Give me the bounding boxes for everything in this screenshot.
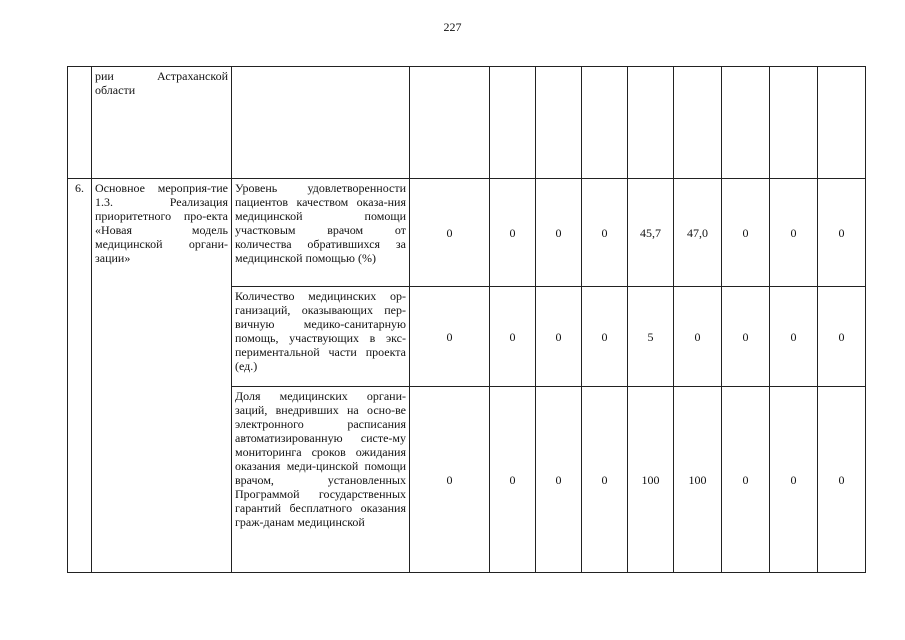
value-cell: 0 <box>722 179 770 287</box>
row-number-cell: 6. <box>68 179 92 573</box>
value-cell: 0 <box>490 179 536 287</box>
value-cell: 0 <box>818 179 866 287</box>
indicators-table <box>67 66 866 573</box>
value-cell: 45,7 <box>628 179 674 287</box>
value-cell <box>818 67 866 179</box>
value-cell: 0 <box>818 287 866 387</box>
value-cell: 0 <box>490 387 536 573</box>
value-cell: 0 <box>410 387 490 573</box>
value-cell: 0 <box>410 179 490 287</box>
value-cell: 0 <box>770 179 818 287</box>
value-cell: 47,0 <box>674 179 722 287</box>
value-cell: 5 <box>628 287 674 387</box>
table-row-6-indicator-1 <box>68 179 866 287</box>
value-cell: 0 <box>770 387 818 573</box>
value-cell: 0 <box>818 387 866 573</box>
value-cell <box>674 67 722 179</box>
page-number: 227 <box>443 20 462 34</box>
activity-cell: Основное мероприя-тие 1.3. Реализация приоритетного про-екта «Новая модель медицинской органи-зации» <box>92 179 232 573</box>
value-cell: 0 <box>536 287 582 387</box>
value-cell <box>490 67 536 179</box>
value-cell: 0 <box>582 287 628 387</box>
value-cell: 0 <box>770 287 818 387</box>
value-cell <box>536 67 582 179</box>
value-cell <box>722 67 770 179</box>
value-cell: 100 <box>674 387 722 573</box>
row-number-cell <box>68 67 92 179</box>
value-cell <box>582 67 628 179</box>
table-row-continuation <box>68 67 866 179</box>
value-cell: 0 <box>582 387 628 573</box>
value-cell: 0 <box>490 287 536 387</box>
value-cell: 100 <box>628 387 674 573</box>
value-cell: 0 <box>722 287 770 387</box>
indicator-cell: Уровень удовлетворенности пациентов качеством оказа-ния медицинской помощи участковым врачом от количества обратившихся за медицинской помощью (%) <box>232 179 410 287</box>
value-cell <box>770 67 818 179</box>
value-cell: 0 <box>722 387 770 573</box>
value-cell: 0 <box>536 179 582 287</box>
activity-cell: рии Астраханской области <box>92 67 232 179</box>
value-cell: 0 <box>582 179 628 287</box>
indicator-cell: Доля медицинских органи-заций, внедривших на осно-ве электронного расписания автоматизированную систе-му мониторинга сроков ожидания оказания меди-цинской помощи врачом, установленных Программой государственных гарантий бесплатного оказания граж-данам медицинской <box>232 387 410 573</box>
indicator-cell: Количество медицинских ор-ганизаций, оказывающих пер-вичную медико-санитарную помощь, участвующих в экс-периментальной части проекта (ед.) <box>232 287 410 387</box>
value-cell <box>628 67 674 179</box>
value-cell: 0 <box>536 387 582 573</box>
value-cell: 0 <box>410 287 490 387</box>
value-cell <box>410 67 490 179</box>
value-cell: 0 <box>674 287 722 387</box>
indicator-cell <box>232 67 410 179</box>
